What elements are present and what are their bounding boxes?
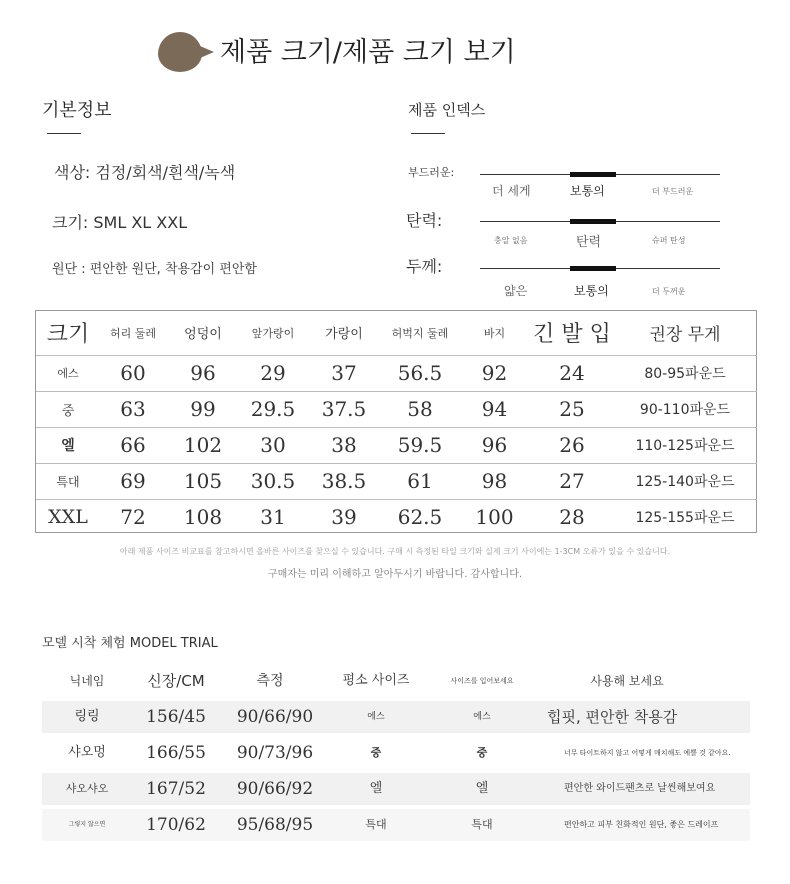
cell-thigh: 58 bbox=[382, 391, 458, 427]
table-row bbox=[42, 701, 750, 733]
header-length: 긴 발 입 bbox=[533, 322, 611, 348]
header-rise: 가랑이 bbox=[325, 327, 363, 343]
row-size: 특대 bbox=[36, 463, 100, 499]
header-size: 크기 bbox=[46, 322, 90, 348]
cell-hip: 102 bbox=[166, 427, 240, 463]
table-row bbox=[42, 737, 750, 769]
cell-thigh: 56.5 bbox=[382, 355, 458, 391]
cell-nickname: 샤오샤오 bbox=[65, 782, 109, 795]
product-index-underline bbox=[411, 133, 445, 134]
table-row bbox=[36, 463, 757, 499]
cell-rise: 37 bbox=[306, 355, 382, 391]
elasticity-caption-mid: 탄력 bbox=[576, 235, 602, 250]
cell-waist: 69 bbox=[100, 463, 166, 499]
product-index-heading: 제품 인덱스 bbox=[408, 101, 486, 119]
cell-pants: 98 bbox=[458, 463, 531, 499]
cell-rise: 38.5 bbox=[306, 463, 382, 499]
cell-pants: 94 bbox=[458, 391, 531, 427]
cell-front-rise: 31 bbox=[240, 499, 306, 535]
header-waist: 허리 둘레 bbox=[109, 326, 156, 340]
elasticity-caption-low: 충알 없음 bbox=[494, 236, 528, 245]
cell-usual-size: 에스 bbox=[367, 712, 385, 722]
header-nickname: 닉네임 bbox=[69, 674, 105, 688]
row-size: 엘 bbox=[36, 427, 100, 463]
cell-measure: 90/66/90 bbox=[236, 707, 314, 727]
cell-try-size: 중 bbox=[476, 746, 488, 759]
cell-pants: 100 bbox=[458, 499, 531, 535]
cell-thigh: 59.5 bbox=[382, 427, 458, 463]
cell-pants: 92 bbox=[458, 355, 531, 391]
cell-pants: 96 bbox=[458, 427, 531, 463]
table-row bbox=[36, 355, 757, 391]
cell-measure: 90/66/92 bbox=[236, 779, 314, 799]
fabric-info: 원단 : 편안한 원단, 착용감이 편안함 bbox=[52, 262, 257, 277]
size-info: 크기: SML XL XXL bbox=[52, 213, 188, 232]
cell-measure: 90/73/96 bbox=[236, 743, 314, 763]
header-try-size: 사이즈를 입어보세요 bbox=[450, 677, 514, 685]
cell-length: 27 bbox=[531, 463, 613, 499]
cell-weight: 125-140파운드 bbox=[613, 463, 757, 499]
cell-comment: 너무 타이트하지 않고 어떻게 매치해도 예쁠 것 같아요. bbox=[564, 749, 731, 757]
cell-comment: 힙핏, 편안한 착용감 bbox=[547, 708, 678, 726]
size-table-header bbox=[36, 311, 757, 355]
table-row bbox=[42, 809, 750, 841]
cell-length: 28 bbox=[531, 499, 613, 535]
model-table-header bbox=[42, 665, 750, 691]
thickness-caption-mid: 보통의 bbox=[574, 284, 609, 298]
cell-thigh: 61 bbox=[382, 463, 458, 499]
cell-height: 156/45 bbox=[146, 707, 206, 727]
cell-front-rise: 29 bbox=[240, 355, 306, 391]
softness-label: 부드러운: bbox=[408, 166, 455, 179]
cell-rise: 38 bbox=[306, 427, 382, 463]
header-hip: 엉덩이 bbox=[184, 327, 222, 343]
thickness-label: 두께: bbox=[406, 257, 443, 276]
cell-length: 24 bbox=[531, 355, 613, 391]
cell-height: 170/62 bbox=[146, 815, 206, 835]
cell-rise: 37.5 bbox=[306, 391, 382, 427]
cell-height: 167/52 bbox=[146, 779, 206, 799]
cell-height: 166/55 bbox=[146, 743, 206, 763]
cell-weight: 80-95파운드 bbox=[613, 355, 757, 391]
header-weight: 권장 무게 bbox=[649, 325, 721, 346]
cell-hip: 108 bbox=[166, 499, 240, 535]
softness-caption-mid: 보통의 bbox=[570, 184, 605, 198]
buyer-note: 구매자는 미리 이해하고 알아두시기 바랍니다. 감사합니다. bbox=[267, 569, 523, 580]
header-usual-size: 평소 사이즈 bbox=[342, 673, 410, 688]
header-thigh: 허벅지 둘레 bbox=[391, 326, 449, 340]
header-pants: 바지 bbox=[483, 326, 506, 340]
thickness-marker bbox=[570, 266, 616, 271]
table-row bbox=[36, 427, 757, 463]
color-info: 색상: 검정/회색/흰색/녹색 bbox=[54, 163, 236, 182]
cell-hip: 96 bbox=[166, 355, 240, 391]
thickness-caption-high: 더 두꺼운 bbox=[652, 287, 686, 296]
elasticity-label: 탄력: bbox=[406, 211, 443, 230]
size-note: 아래 제품 사이즈 비교표를 참고하시면 올바른 사이즈를 찾으실 수 있습니다. 구매 시 측정된 타일 크기와 실제 크기 사이에는 1-3CM 오류가 있을 수 있습니다. bbox=[119, 547, 671, 556]
thickness-caption-low: 얇은 bbox=[504, 284, 528, 298]
cell-usual-size: 엘 bbox=[369, 781, 383, 796]
cell-usual-size: 중 bbox=[370, 746, 382, 759]
softness-caption-low: 더 세게 bbox=[492, 184, 531, 198]
cell-comment: 편안하고 피부 친화적인 원단, 좋은 드레이프 bbox=[564, 820, 719, 829]
basic-info-heading: 기본정보 bbox=[42, 100, 112, 121]
row-size: 중 bbox=[36, 391, 100, 427]
cell-rise: 39 bbox=[306, 499, 382, 535]
cell-weight: 90-110파운드 bbox=[613, 391, 757, 427]
header-height: 신장/CM bbox=[147, 672, 205, 690]
basic-info-underline bbox=[47, 133, 81, 134]
cell-try-size: 에스 bbox=[473, 712, 491, 722]
cell-waist: 66 bbox=[100, 427, 166, 463]
cell-waist: 63 bbox=[100, 391, 166, 427]
cell-front-rise: 30 bbox=[240, 427, 306, 463]
header-measure: 측정 bbox=[256, 673, 284, 689]
page-title: 제품 크기/제품 크기 보기 bbox=[220, 37, 516, 68]
elasticity-marker bbox=[570, 219, 616, 224]
elasticity-caption-high: 슈퍼 탄성 bbox=[652, 236, 686, 245]
header-try-it: 사용해 보세요 bbox=[590, 674, 664, 688]
cell-waist: 60 bbox=[100, 355, 166, 391]
cell-try-size: 특대 bbox=[471, 818, 493, 831]
cell-hip: 105 bbox=[166, 463, 240, 499]
cell-hip: 99 bbox=[166, 391, 240, 427]
cell-nickname: 링링 bbox=[74, 709, 100, 724]
table-row bbox=[36, 499, 757, 535]
cell-length: 25 bbox=[531, 391, 613, 427]
cell-usual-size: 특대 bbox=[365, 818, 387, 831]
cell-front-rise: 29.5 bbox=[240, 391, 306, 427]
row-size: XXL bbox=[36, 499, 100, 535]
cell-thigh: 62.5 bbox=[382, 499, 458, 535]
cell-measure: 95/68/95 bbox=[236, 815, 314, 835]
cell-comment: 편안한 와이드팬츠로 날씬해보여요 bbox=[564, 783, 716, 794]
cell-weight: 125-155파운드 bbox=[613, 499, 757, 535]
cell-try-size: 엘 bbox=[475, 781, 489, 796]
model-trial-heading: 모델 시착 체험 MODEL TRIAL bbox=[42, 636, 218, 651]
softness-caption-high: 더 부드러운 bbox=[652, 187, 694, 196]
title-bullet-icon bbox=[158, 32, 202, 72]
header-front-rise: 앞가랑이 bbox=[251, 326, 295, 340]
cell-weight: 110-125파운드 bbox=[613, 427, 757, 463]
cell-length: 26 bbox=[531, 427, 613, 463]
cell-nickname: 그렇지 않으면 bbox=[68, 821, 106, 828]
table-row bbox=[42, 773, 750, 805]
cell-waist: 72 bbox=[100, 499, 166, 535]
cell-front-rise: 30.5 bbox=[240, 463, 306, 499]
softness-marker bbox=[570, 172, 616, 177]
table-row bbox=[36, 391, 757, 427]
size-table bbox=[36, 311, 757, 535]
cell-nickname: 샤오멍 bbox=[68, 745, 106, 760]
row-size: 에스 bbox=[36, 355, 100, 391]
